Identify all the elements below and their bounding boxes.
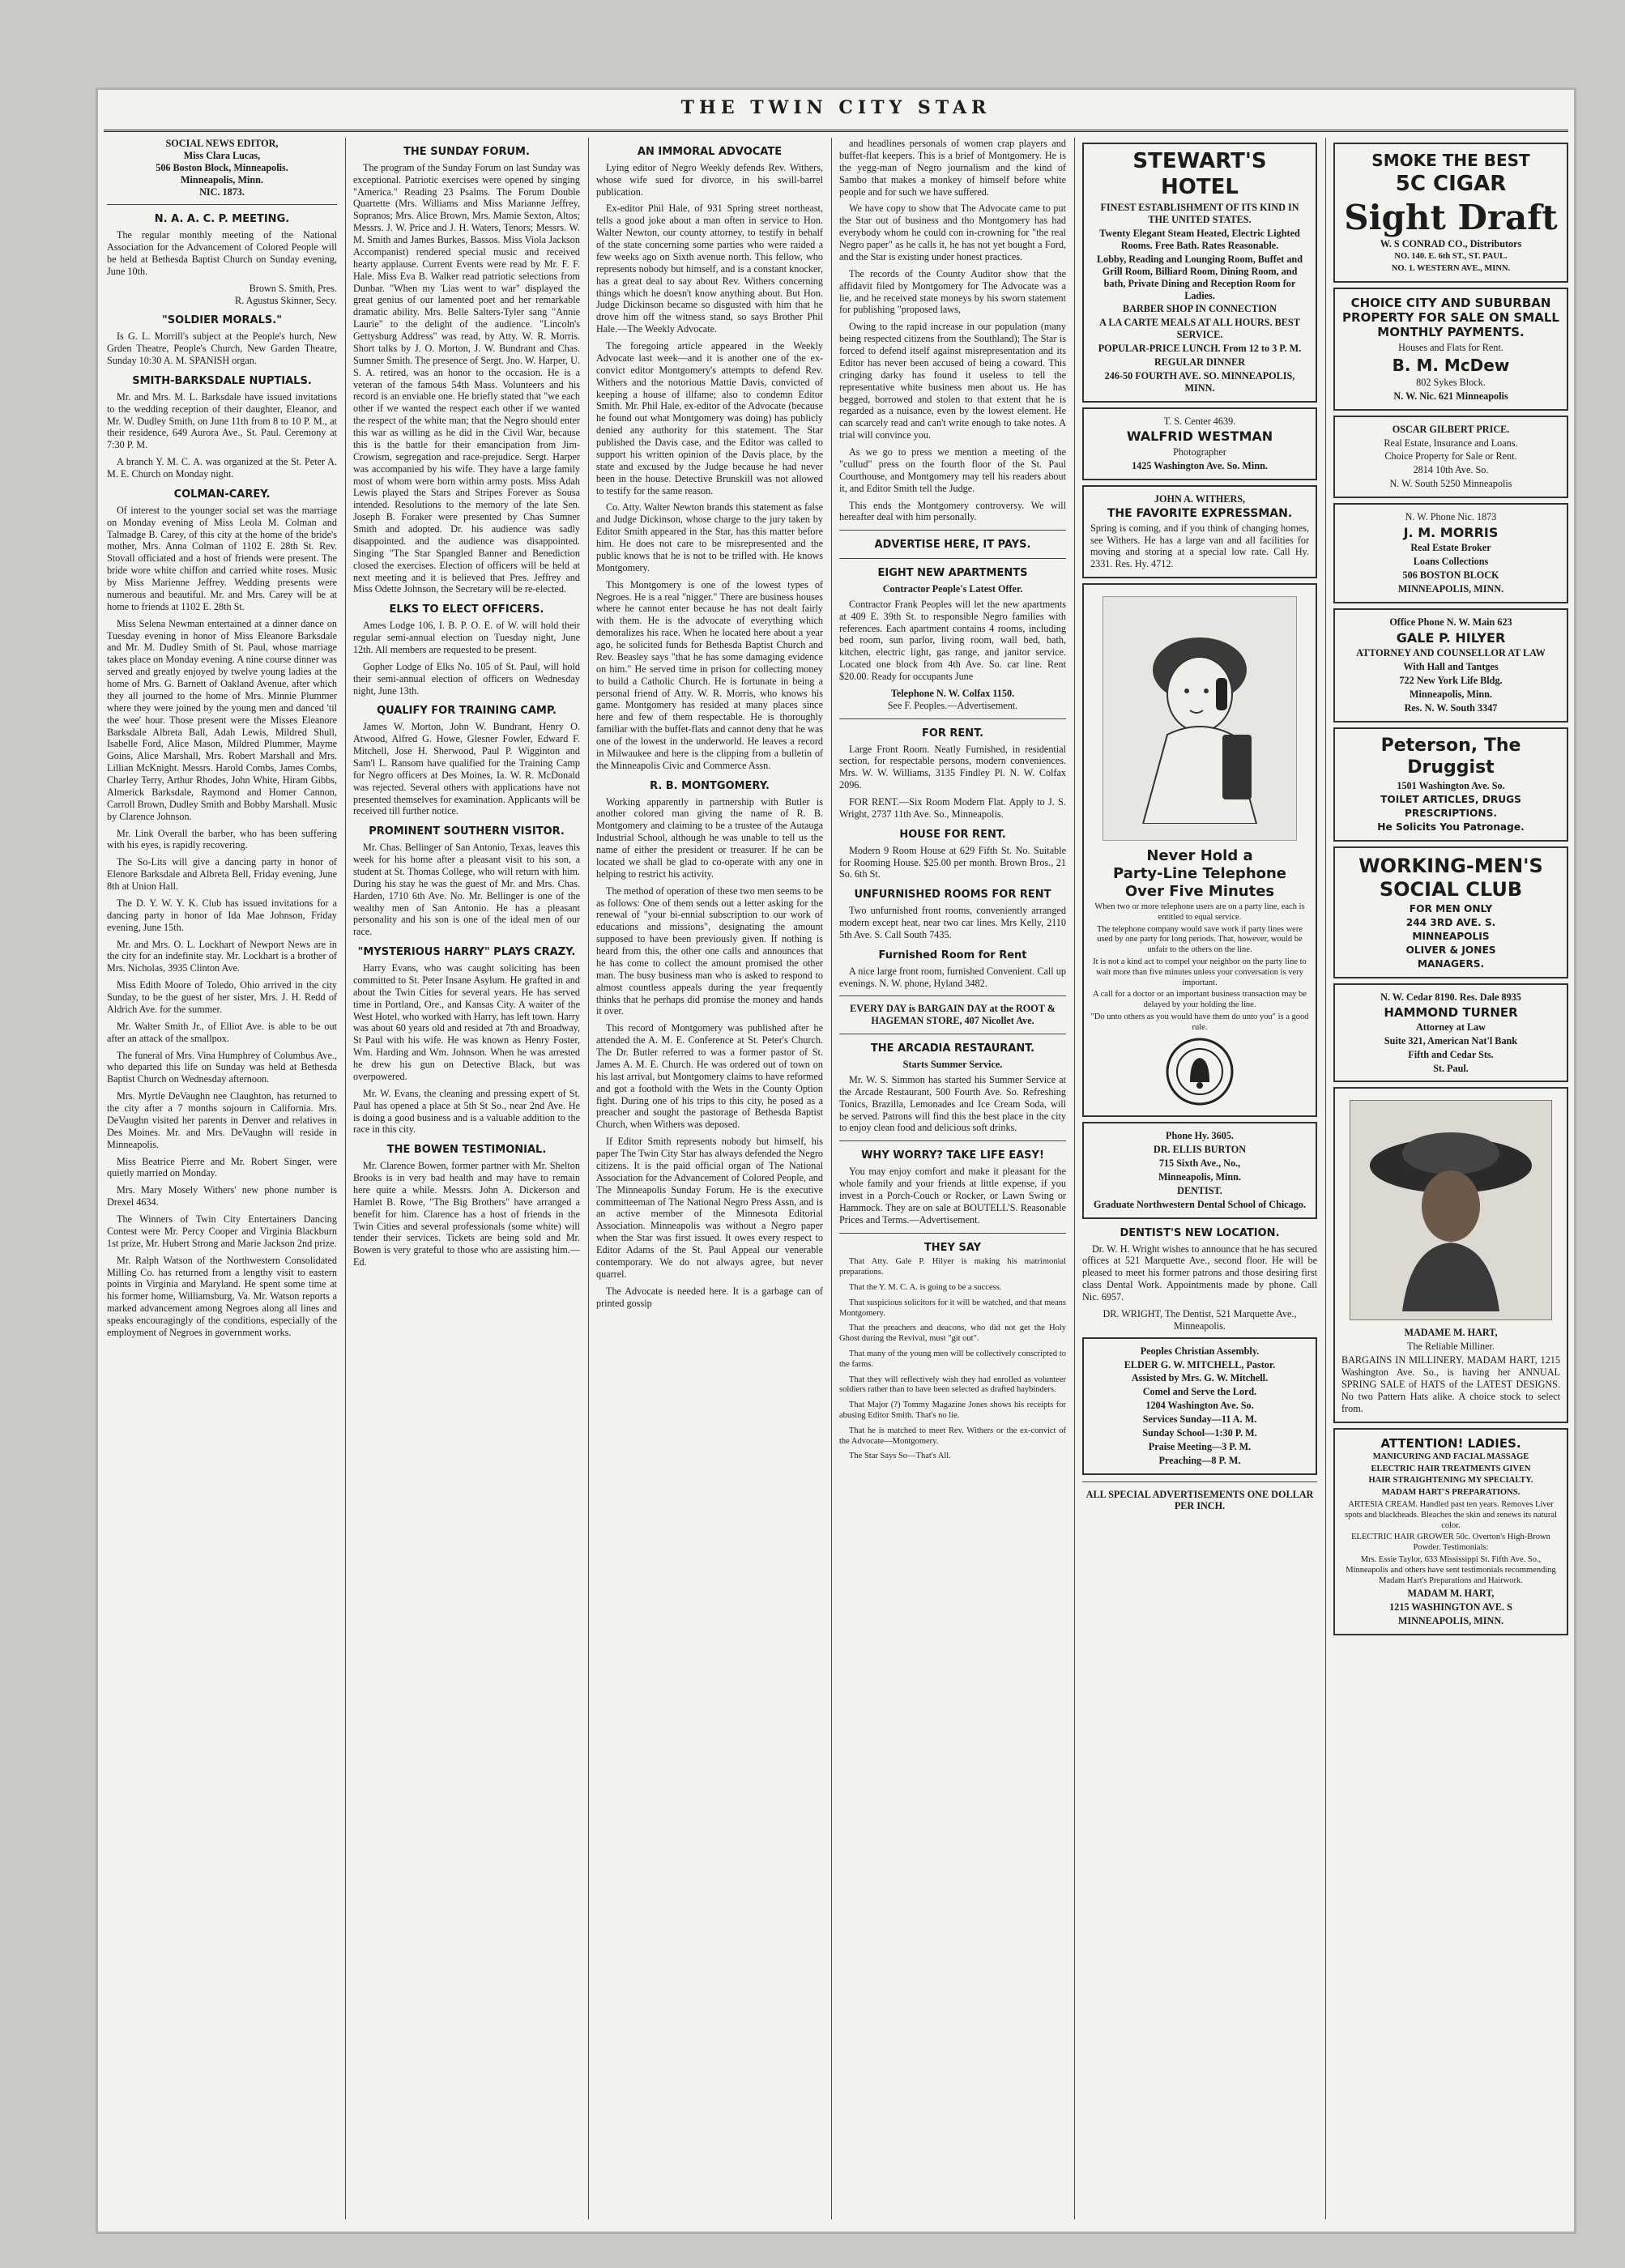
column-divider bbox=[1325, 138, 1326, 2219]
visitor-article: Mr. Chas. Bellinger of San Antonio, Texas, leaves this week for his home after a pleasant visit to his son, a student at St. Thomas College, who will return with him. During his stay he was the guest of Mr. and Mrs. Chas. Harden, 1710 6th Ave. No. Mr. Bellinger is one of the wealthy men of San Antonio. He has a pleasant personality and his son is one of the ideal men of our race. bbox=[353, 842, 580, 938]
turner-line: St. Paul. bbox=[1433, 1062, 1469, 1074]
unfurnished-headline: UNFURNISHED ROOMS FOR RENT bbox=[854, 889, 1051, 902]
hilyer-line: Res. N. W. South 3347 bbox=[1404, 701, 1498, 714]
apartments-phone: Telephone N. W. Colfax 1150. bbox=[890, 687, 1015, 699]
hotel-line: BARBER SHOP IN CONNECTION bbox=[1123, 303, 1277, 315]
attention-sig-line: 1215 WASHINGTON AVE. S bbox=[1389, 1601, 1512, 1614]
hotel-name: STEWART'S HOTEL bbox=[1132, 149, 1267, 199]
personal-item: Mr. Link Overall the barber, who has been suffering with his eyes, is rapidly recovering. bbox=[107, 827, 337, 851]
price-line: 2814 10th Ave. So. bbox=[1413, 464, 1489, 476]
dentist-signature: DR. WRIGHT, The Dentist, 521 Marquette Ave., Minneapolis. bbox=[1103, 1307, 1297, 1332]
phone-body bbox=[1090, 902, 1309, 1034]
club-line: FOR MEN ONLY bbox=[1409, 903, 1493, 915]
arcadia-headline: THE ARCADIA RESTAURANT. bbox=[870, 1042, 1035, 1055]
hilyer-ad bbox=[1333, 608, 1568, 723]
advocate-paragraph: Co. Atty. Walter Newton brands this statement as false and Judge Dickinson, whose charge to the jury taken by Editor Smith appeared in the Star, has this matter before him. He does not care to be misrepresented and the public knows that he is not to be trifled with. He knows Montgomery. bbox=[596, 501, 823, 573]
burton-line: Graduate Northwestern Dental School of Chicago. bbox=[1093, 1198, 1306, 1210]
apartments-subhead: Contractor People's Latest Offer. bbox=[882, 582, 1023, 595]
camp-article: James W. Morton, John W. Bundrant, Henry O. Atwood, Alfred G. Howe, Glesner Fowler, Edward F. Mitchell, Jose H. Sherwood, Paul P. Wigginton and Sam'l L. Ransom have qualified for the Training Camp for Negro officers at Des Moines, Ia. W. R. McDonald was rejected. Several others with applications have not presented themselves for examination. Applicants will be received till further notice. bbox=[353, 721, 580, 817]
turner-lines bbox=[1341, 1021, 1560, 1075]
advocate-paragraph: This Montgomery is one of the lowest types of Negroes. He is a real "nigger." There are business houses where he cannot enter because he has not dealt fairly with them. He is the advocate of everything which demoralizes his race. When he located here about a year ago, he solicited funds for Bethesda Baptist Church and Rev. Beasley says "that he has some damaging evidence on him." He served time in prison for collecting money to build a Catholic Church. He is fortunate in being a personal friend of Atty. W. R. Morris, who knows his game. Montgomery has resided at many places since here and few of them respectable. He is thoroughly familiar with the buffet-flats and cannot deny that he was one of the lowest in the underworld. He leaves a record in Milwaukee and here is the clipping from a bulletin of the Minneapolis Civic and Commerce Assn. bbox=[596, 578, 823, 771]
personal-item: Mr. Ralph Watson of the Northwestern Consolidated Milling Co. has returned from a lengthy visit to eastern points in Virginia and Maryland. He spent some time at his former home, Williamsburg, Va. Mr. Watson reports a marked advancement among Negroes along all lines and speaks encouragingly of the conditions, especially of the employment of Negroes in government works. bbox=[107, 1254, 337, 1338]
ymca-article: A branch Y. M. C. A. was organized at the St. Peter A. M. E. Church on Monday night. bbox=[107, 456, 337, 480]
mcdew-ad bbox=[1333, 288, 1568, 411]
peterson-lines bbox=[1341, 794, 1560, 833]
harry-paragraph: Mr. W. Evans, the cleaning and pressing expert of St. Paul has opened a place at 5th St So., near 2nd Ave. He is doing a good business and is a valuable addition to the race in this city. bbox=[353, 1087, 580, 1136]
advocate-continued-paragraph: We have copy to show that The Advocate came to put the Star out of business and tho Montgomery has had everybody whom he could con in-crowning for "the real Negro paper" as he calls it, he has not yet bought a Ford, and the Star is existing under honest practices. bbox=[839, 202, 1066, 262]
attention-service: ELECTRIC HAIR TREATMENTS GIVEN bbox=[1371, 1464, 1531, 1473]
personal-item: Miss Beatrice Pierre and Mr. Robert Singer, were quietly married on Monday. bbox=[107, 1155, 337, 1179]
price-ad bbox=[1333, 416, 1568, 498]
westman-phone: T. S. Center 4639. bbox=[1163, 415, 1236, 427]
woman-telephone-illustration bbox=[1103, 596, 1297, 841]
attention-paragraph: Mrs. Essie Taylor, 633 Mississippi St. Fifth Ave. So., Minneapolis and others have sent testimonials recommending Madam Hart's Preparations and Hairwork. bbox=[1346, 1555, 1556, 1585]
harry-paragraph: Harry Evans, who was caught soliciting has been committed to St. Peter Insane Asylum. He grafted in and about the Twin Cities for several years. He has served time in Portland, Ore., and Kansas City. A waiter of the West Hotel, who worked with Harry, has left town. Harry was about 60 years old and resided at 7th and Broadway, St Paul with his wife. He was known as Henry Foster, Wm. Harding and Wm. Johnson. When he was arrested he drew his gun on Detective Black, but was overpowered. bbox=[353, 962, 580, 1082]
hotel-line: 246-50 FOURTH AVE. SO. MINNEAPOLIS, MINN. bbox=[1104, 369, 1295, 394]
hotel-line: A LA CARTE MEALS AT ALL HOURS. BEST SERVICE. bbox=[1099, 317, 1300, 341]
column-social-news bbox=[107, 138, 337, 2219]
soldier-morals-headline: "SOLDIER MORALS." bbox=[162, 314, 282, 327]
naacp-headline: N. A. A. C. P. MEETING. bbox=[154, 213, 290, 226]
rent-flat-body: FOR RENT.—Six Room Modern Flat. Apply to J. S. Wright, 2737 11th Ave. So., Minneapolis. bbox=[839, 796, 1066, 820]
price-line: N. W. South 5250 Minneapolis bbox=[1389, 478, 1512, 490]
phone-headline: Party-Line Telephone bbox=[1112, 865, 1287, 883]
advocate-paragraph: Lying editor of Negro Weekly defends Rev. Withers, whose wife sued for divorce, in his swill-barrel publication. bbox=[596, 161, 823, 198]
church-line: Praise Meeting—3 P. M. bbox=[1148, 1440, 1252, 1452]
morris-line: MINNEAPOLIS, MINN. bbox=[1397, 583, 1504, 595]
cigar-address: NO. 140. E. 6th ST., ST. PAUL. bbox=[1394, 252, 1508, 262]
telephone-ad bbox=[1082, 583, 1317, 1117]
cigar-ad bbox=[1333, 143, 1568, 283]
phone-paragraph: "Do unto others as you would have them do unto you" is a good rule. bbox=[1090, 1012, 1309, 1032]
phone-paragraph: A call for a doctor or an important business transaction may be delayed by your holding the line. bbox=[1093, 990, 1307, 1010]
cigar-addresses bbox=[1341, 252, 1560, 275]
advocate-continued-paragraph: As we go to press we mention a meeting of the "cullud" press on the fourth floor of the St. Paul Courthouse, and Montgomery may tell his readers about it, and Editor Smith tell the Judge. bbox=[839, 446, 1066, 494]
price-name: OSCAR GILBERT PRICE. bbox=[1392, 423, 1510, 435]
elks-paragraph: Gopher Lodge of Elks No. 105 of St. Paul, will hold their semi-annual election of officers on Wednesday night, June 13th. bbox=[353, 660, 580, 697]
hotel-line: REGULAR DINNER bbox=[1154, 356, 1246, 368]
turner-line: Fifth and Cedar Sts. bbox=[1408, 1048, 1494, 1060]
attention-signature bbox=[1341, 1588, 1560, 1627]
burton-dentist-ad bbox=[1082, 1122, 1317, 1218]
phone-headline: Over Five Minutes bbox=[1124, 883, 1275, 901]
column-divider bbox=[345, 138, 346, 2219]
personal-item: Miss Edith Moore of Toledo, Ohio arrived in the city Sunday, to be the guest of her sister, Mrs. J. H. Redd of Aldrich Ave. for the summer. bbox=[107, 979, 337, 1015]
peterson-address: 1501 Washington Ave. So. bbox=[1397, 780, 1505, 792]
cigar-price: 5C CIGAR bbox=[1395, 172, 1507, 197]
editor-line: Miss Clara Lucas, bbox=[183, 149, 261, 161]
burton-line: Phone Hy. 3605. bbox=[1166, 1130, 1234, 1142]
elks-article bbox=[353, 620, 580, 697]
burton-line: Minneapolis, Minn. bbox=[1158, 1171, 1241, 1183]
column-ads-center bbox=[1082, 138, 1317, 2219]
withers-ad bbox=[1082, 485, 1317, 578]
attention-headline: ATTENTION! LADIES. bbox=[1380, 1435, 1521, 1451]
nuptials-article: Mr. and Mrs. M. L. Barksdale have issued invitations to the wedding reception of their daughter, Eleanor, and Mr. W. Dudley Smith, on June 11th from 8 to 10 P. M., at their residence, 649 Aurora Ave., St. Paul. Ceremony at 7:30 P. M. bbox=[107, 390, 337, 451]
montgomery-paragraph: The method of operation of these two men seems to be as follows: One of them sends out a letter asking for the renewal of "your bi-ennial subscription to our work of educations and missions", designating the amount supposed to have been previously given. If nothing is heard from this, the other one calls and announces that he has come to collect the amount promised the other man. The busy business man who is asked to respond to almost countless appeals during the year frequently thinks that he perhaps did promise the money and hands it over. bbox=[596, 885, 823, 1017]
morris-lines bbox=[1341, 542, 1560, 595]
hotel-line: Lobby, Reading and Lounging Room, Buffet and Grill Room, Billiard Room, Dining Room, and bath, Private Dining and Reception Room for Ladies. bbox=[1097, 253, 1303, 301]
social-club-ad bbox=[1333, 846, 1568, 978]
advertise-banner: ADVERTISE HERE, IT PAYS. bbox=[874, 539, 1031, 552]
church-line: Preaching—8 P. M. bbox=[1158, 1454, 1241, 1466]
montgomery-paragraph: If Editor Smith represents nobody but himself, his paper The Twin City Star has always defended the Negro citizens. It is the paid official organ of The National Association for the Advancement of Colored People, and The Minneapolis Sunday Forum. He is the executive committeeman of The National Negro Press Assn, and is an active member of the Minnesota Editorial Association. Minneapolis was without a Negro paper when the Star was first issued. It owes every respect to Editor Adams of the St. Paul Appeal our venerable contemporary. We do not always agree, but never quarrel. bbox=[596, 1136, 823, 1280]
they-say-item: The Star Says So—That's All. bbox=[849, 1452, 951, 1461]
they-say-item: That they will reflectively wish they had enrolled as volunteer soldiers rather than to have been selected as drafted haybinders. bbox=[839, 1375, 1066, 1395]
hilyer-line: 722 New York Life Bldg. bbox=[1399, 675, 1503, 687]
hart-caption-sub: The Reliable Milliner. bbox=[1407, 1341, 1495, 1353]
naacp-signature: R. Agustus Skinner, Secy. bbox=[234, 294, 337, 306]
church-line: ELDER G. W. MITCHELL, Pastor. bbox=[1124, 1358, 1276, 1371]
turner-name: HAMMOND TURNER bbox=[1384, 1004, 1518, 1020]
personal-item: The D. Y. W. Y. K. Club has issued invitations for a dancing party in honor of Ida Mae Johnson, Friday evening, June 15th. bbox=[107, 897, 337, 933]
soldier-morals-article: Is G. L. Morrill's subject at the People's hurch, New Grden Theatre, People's Church, New Garden Theatre, Sunday 10:30 A. M. SPANISH organ. bbox=[107, 330, 337, 367]
phone-paragraph: When two or more telephone users are on a party line, each is entitled to equal service. bbox=[1094, 902, 1305, 922]
hilyer-line: Minneapolis, Minn. bbox=[1410, 688, 1492, 700]
peterson-line: TOILET ARTICLES, DRUGS bbox=[1380, 794, 1521, 806]
mcdew-name: B. M. McDew bbox=[1392, 355, 1510, 375]
furnished-body: A nice large front room, furnished Convenient. Call up evenings. N. W. phone, Hyland 3482. bbox=[839, 965, 1066, 989]
house-rent-body: Modern 9 Room House at 629 Fifth St. No. Suitable for Rooming House. $25.00 per month. Brown Bros., 21 So. 6th St. bbox=[839, 844, 1066, 880]
phone-paragraph: The telephone company would save work if party lines were used by one party for long periods. That, however, would be unfair to the others on the line. bbox=[1097, 924, 1303, 955]
westman-ad bbox=[1082, 407, 1317, 480]
bowen-headline: THE BOWEN TESTIMONIAL. bbox=[386, 1144, 547, 1157]
turner-line: Attorney at Law bbox=[1416, 1021, 1486, 1033]
elks-paragraph: Ames Lodge 106, I. B. P. O. E. of W. will hold their regular semi-annual election on Tuesday night, June 12th. All members are requested to be present. bbox=[353, 620, 580, 655]
hart-millinery-ad bbox=[1333, 1087, 1568, 1422]
woman-hat-portrait-icon bbox=[1362, 1109, 1540, 1311]
editor-line: Minneapolis, Minn. bbox=[181, 173, 263, 185]
club-line: OLIVER & JONES bbox=[1405, 944, 1496, 957]
mcdew-address: 802 Sykes Block. bbox=[1416, 376, 1486, 388]
church-line: Comel and Serve the Lord. bbox=[1142, 1386, 1257, 1398]
mcdew-subhead: Houses and Flats for Rent. bbox=[1398, 341, 1503, 353]
personal-item: The So-Lits will give a dancing party in honor of Elenore Barksdale and Albreta Bell, Friday evening, June 8th at Union Hall. bbox=[107, 856, 337, 893]
personal-item: The funeral of Mrs. Vina Humphrey of Columbus Ave., who departed this life on Sunday was held at Bethesda Baptist Church on Wednesday afternoon. bbox=[107, 1049, 337, 1085]
column-ads-right bbox=[1333, 138, 1568, 2219]
montgomery-paragraph: This record of Montgomery was published after he attended the A. M. E. Conference at St. Peter's Church. The Dr. Butler referred to was a former pastor of St. James A. M. E. Church. He was ordered out of town on his last arrival, but Montgomery claims to have reformed and got a foothold with the Wets in the County Option fight. During one of his trips to this city, he posed as a preacher and sought the pastorage of Bethesda Baptist Church, when Withers was deposed. bbox=[596, 1022, 823, 1131]
they-say-item: That many of the young men will be collectively conscripted to the farms. bbox=[839, 1349, 1066, 1369]
personal-item: The Winners of Twin City Entertainers Dancing Contest were Mr. Percy Cooper and Virginia Blackburn 1st prize, Mr. Hubert Strong and Marie Jackson 2nd prize. bbox=[107, 1213, 337, 1249]
attention-services bbox=[1341, 1452, 1560, 1498]
apartments-contact: See F. Peoples.—Advertisement. bbox=[887, 699, 1018, 711]
turner-line: Suite 321, American Nat'l Bank bbox=[1384, 1034, 1518, 1047]
attention-ladies-ad bbox=[1333, 1428, 1568, 1635]
advocate-paragraph: Ex-editor Phil Hale, of 931 Spring street northeast, tells a good joke about a man often in service to Hon. Walter Newton, our county attorney, to testify in behalf of the state concerning some parties who were raided a few weeks ago on Sixth avenue north. This fellow, who represents nobody but himself, and is a constant knocker, has a great deal to say about Rev. Withers concerning things which he doesn't know anything about. But Hon. Judge Dickinson became so disgusted with him that he drove him off the witness stand, so says Brother Phil Hale.—The Weekly Advocate. bbox=[596, 202, 823, 335]
church-ad bbox=[1082, 1337, 1317, 1475]
attention-sig-line: MINNEAPOLIS, MINN. bbox=[1397, 1615, 1504, 1627]
attention-paragraph: ELECTRIC HAIR GROWER 50c. Overton's High-Brown Powder. Testimonials: bbox=[1351, 1533, 1550, 1553]
peterson-name: Peterson, The Druggist bbox=[1380, 735, 1521, 778]
montgomery-paragraph: Working apparently in partnership with Butler is another colored man giving the name of R. B. Montgomery and claiming to be a trustee of the Autauga Industrial School, although he was unable to tell us the name of either the president or treasurer. If he can be located we shall be glad to co-operate with any one in helping to restrict his activity. bbox=[596, 795, 823, 880]
arcadia-subhead: Starts Summer Service. bbox=[902, 1059, 1003, 1071]
masthead: THE TWIN CITY STAR bbox=[680, 97, 992, 118]
price-lines bbox=[1341, 437, 1560, 491]
harry-article bbox=[353, 962, 580, 1136]
withers-body: Spring is coming, and if you think of changing homes, see Withers. He has a large van and all facilities for moving and storing at a special low rate. Call Hy. 2331. Res. Hy. 4712. bbox=[1090, 522, 1309, 570]
colman-carey-headline: COLMAN-CAREY. bbox=[173, 488, 271, 501]
club-line: MANAGERS. bbox=[1417, 957, 1485, 970]
they-say-item: That the Y. M. C. A. is going to be a success. bbox=[849, 1282, 1002, 1292]
column-classifieds bbox=[839, 138, 1066, 2219]
personal-item: Mrs. Mary Mosely Withers' new phone number is Drexel 4634. bbox=[107, 1184, 337, 1209]
colman-carey-article: Of interest to the younger social set was the marriage on Monday evening of Miss Leola M. Colman and Talmadge B. Carey, of this city at the home of the bride's mother, Mrs. Anna Colman of 1102 E. 28th St. Rev. Stovall officiated and a host of friends were present. The bride wore white chiffon and carried white roses. Music by Miss Marienne Jeffrey. Wedding presents were numerous and beautiful. Mr. and Mrs. Carey will be at home to friends at 1102 E. 28th St. bbox=[107, 504, 337, 612]
burton-line: DENTIST. bbox=[1177, 1184, 1222, 1196]
mcdew-headline: CHOICE CITY AND SUBURBAN PROPERTY FOR SALE ON SMALL MONTHLY PAYMENTS. bbox=[1342, 295, 1559, 340]
church-line: Peoples Christian Assembly. bbox=[1140, 1345, 1260, 1357]
masthead-rule bbox=[104, 130, 1568, 132]
column-advocate bbox=[596, 138, 823, 2219]
special-ads-notice: ALL SPECIAL ADVERTISEMENTS ONE DOLLAR PER INCH. bbox=[1085, 1488, 1314, 1512]
westman-title: Photographer bbox=[1173, 446, 1226, 458]
attention-service: HAIR STRAIGHTENING MY SPECIALTY. bbox=[1368, 1476, 1533, 1486]
advocate-continued-paragraph: Owing to the rapid increase in our population (many being respected citizens from the Southland); The Star is forced to defend itself against misrepresentation and its Editor has never been accused of being a coward. This cringing darky has found it useless to tell the representative white business men about us. He has begged, borrowed and stolen to that extent that he is regarded as a nuisance, even by the lowest element. He can scarcely read and can't write enough to take notes. A trial will convince you. bbox=[839, 321, 1066, 441]
club-lines bbox=[1341, 903, 1560, 970]
mcdew-phone: N. W. Nic. 621 Minneapolis bbox=[1393, 390, 1508, 402]
stewarts-hotel-ad bbox=[1082, 143, 1317, 403]
rent-room-body: Large Front Room. Neatly Furnished, in residential section, for respectable persons, modern conveniences. Mrs. W. W. Williams, 3135 Findley Pl. N. W. Colfax 2096. bbox=[839, 743, 1066, 791]
hilyer-line: With Hall and Tantges bbox=[1403, 661, 1499, 673]
montgomery-article bbox=[596, 796, 823, 1310]
morris-line: Loans Collections bbox=[1413, 556, 1489, 568]
harry-headline: "MYSTERIOUS HARRY" PLAYS CRAZY. bbox=[357, 946, 576, 959]
morris-line: Real Estate Broker bbox=[1410, 542, 1491, 554]
worry-headline: WHY WORRY? TAKE LIFE EASY! bbox=[861, 1149, 1044, 1162]
withers-title: THE FAVORITE EXPRESSMAN. bbox=[1107, 506, 1293, 520]
house-rent-headline: HOUSE FOR RENT. bbox=[899, 828, 1006, 841]
morris-name: J. M. MORRIS bbox=[1403, 524, 1499, 540]
hilyer-name: GALE P. HILYER bbox=[1396, 629, 1506, 646]
church-line: Assisted by Mrs. G. W. Mitchell. bbox=[1131, 1372, 1269, 1384]
forum-article bbox=[353, 162, 580, 596]
they-say-item: That suspicious solicitors for it will be watched, and that means Montgomery. bbox=[839, 1298, 1066, 1318]
they-say-item: That the preachers and deacons, who did not get the Holy Ghost during the Revival, must "git out". bbox=[839, 1324, 1066, 1344]
forum-paragraph: The program of the Sunday Forum on last Sunday was exceptional. Patriotic exercises were opened by singing "America." Reading 23 Psalms. The Forum Double Quartette (Mrs. Williams and Miss Marianne Jeffrey, Sopranos; Mrs. Alice Brown, Mrs. Mamie Sexton, Altos; Messrs. J. W. Price and J. H. Waters, Tenors; Messrs. W. M. Smith and James Burkes, Bassos. Miss Viola Jackson Accompanist) rendered special music and received hearty applause. Current Events were read by Mr. F. F. Hale. Miss Eva B. Walker read patriotic selections from Dunbar. "When my 'Lias went to war" displayed the great genius of our lamented poet and her remarkable dramatic ability. Mrs. Belle Salters-Tyler sang "Annie Laurie" to the delight of the audience. "Lincoln's Gettysburg Address" was read, by Atty. W. R. Morris. Short talks by J. O. Morton, J. W. Bundrant and Chas. Sumner Smith. The presence of Sergt. Jno. W. Harper, U. S. A. retired, was an honor to the occasion. He is a veteran of the famous 54th Mass. Volunteers and his record is an enviable one. He briefly stated that "we each other if we wanted the respect each other if we wanted the respect of the white man; that the Negro should enter this war as willing as he did in the Civil War, because this is the battle for their emancipation from Jim-Crowism, segregation and race-prejudice. Sergt. Harper was accompanied by his wife. They have a large family most of whom were born within army posts. Miss Adah Lewis played the Stars and Stripes Forever as Sousa intended. Resolutions to the memory of the late Sen. Joseph B. Foraker were presented by Chas Sumner Smith and adopted. Dr. his audience was sadly disappointed. and the audience was disappointed. Singing "The Star Spangled Banner and Benediction closed the exercises. Election of officers will be held at next meeting and it is believed that Pres. Jeffrey and Miss Odette Johnson, the Secretary will be re-elected. bbox=[353, 161, 580, 595]
hotel-line: POPULAR-PRICE LUNCH. From 12 to 3 P. M. bbox=[1098, 343, 1302, 355]
church-lines bbox=[1090, 1345, 1309, 1467]
furnished-headline: Furnished Room for Rent bbox=[878, 949, 1027, 961]
elks-headline: ELKS TO ELECT OFFICERS. bbox=[389, 603, 544, 616]
column-divider bbox=[1074, 138, 1075, 2219]
column-forum bbox=[353, 138, 580, 2219]
advocate-continued-paragraph: The records of the County Auditor show that the affidavit filed by Montgomery for The Advocate was a lie, and he received state moneys by his sworn statement for publishing "proposed laws, bbox=[839, 267, 1066, 316]
camp-headline: QUALIFY FOR TRAINING CAMP. bbox=[377, 705, 557, 718]
editor-line: 506 Boston Block, Minneapolis. bbox=[156, 161, 288, 173]
montgomery-paragraph: The Advocate is needed here. It is a garbage can of printed gossip bbox=[596, 1285, 823, 1309]
advocate-continued bbox=[839, 138, 1066, 523]
westman-name: WALFRID WESTMAN bbox=[1126, 428, 1273, 445]
madame-hart-portrait bbox=[1350, 1100, 1552, 1320]
apartments-body: Contractor Frank Peoples will let the new apartments at 409 E. 39th St. to responsible Negro families with references. Each apartment contains 4 rooms, including bed room, sun parlor, living room, wall bed, bath, kitchen, electric light, gas range, and janitor service. Located one block from 4th Ave. So. car line. Rent $20.00. Ready for occupants June bbox=[839, 598, 1066, 683]
turner-phone: N. W. Cedar 8190. Res. Dale 8935 bbox=[1380, 991, 1521, 1003]
newspaper-page bbox=[96, 87, 1576, 2234]
they-say-item: That Major (?) Tommy Magazine Jones shows his receipts for abusing Editor Smith. That's no lie. bbox=[839, 1400, 1066, 1420]
westman-address: 1425 Washington Ave. So. Minn. bbox=[1132, 459, 1268, 471]
cigar-headline: SMOKE THE BEST bbox=[1371, 151, 1530, 170]
bell-system-seal-icon bbox=[1163, 1035, 1236, 1108]
attention-sig-line: MADAM M. HART, bbox=[1407, 1588, 1495, 1600]
hart-body: BARGAINS IN MILLINERY. MADAM HART, 1215 Washington Ave. So., is having her ANNUAL SPRING SALE of HATS of the LATEST DESIGNS. No two Pattern Hats alike. A choice stock to select from. bbox=[1341, 1354, 1560, 1414]
peterson-ad bbox=[1333, 727, 1568, 842]
withers-name: JOHN A. WITHERS, bbox=[1154, 492, 1246, 505]
newman-dinner-article: Miss Selena Newman entertained at a dinner dance on Tuesday evening in honor of Miss Eleanore Barksdale and Mr. M. Dudley Smith of St. Paul, whose marriage takes place on Monday evening. A nine course dinner was served and greatly enjoyed by twelve young ladies at the home of Mrs. G. Barnett of Oakland Avenue, after which they all journed to the home of Mrs. Minnie Plummer where they were joined by the young men and danced 'til the wee' hour. Those present were the Misses Eleanore Barksdale Albreta Ball, Adah Lewis, Mildred Shull, Isabelle Ford, Alice Mason, Mildred Plummer, Mayme Goins, Alice Marshall, Mrs. Robert Marshall and Mrs. Lillian McKnight. Messrs. Harold Combs, James Combs, Charley Terry, Arthur Rhodes, John White, Hiram Gibbs, Almerick Barksdale, Raymond and Homer Cannon, Carroll Brown, Dudley Smith and Bobby Marshall. Music by Clarence Johnson. bbox=[107, 617, 337, 822]
social-editor-box bbox=[107, 138, 337, 198]
forum-headline: THE SUNDAY FORUM. bbox=[403, 146, 530, 158]
church-line: Sunday School—1:30 P. M. bbox=[1142, 1426, 1257, 1439]
hilyer-line: ATTORNEY AND COUNSELLOR AT LAW bbox=[1356, 647, 1546, 659]
naacp-article: The regular monthly meeting of the National Association for the Advancement of Colored People will be held at Bethesda Baptist Church on Sunday evening, June 10th. bbox=[107, 229, 337, 277]
phone-paragraph: It is not a kind act to compel your neighbor on the party line to wait more than five minutes unless your conversation is very important. bbox=[1093, 957, 1307, 987]
price-line: Real Estate, Insurance and Loans. bbox=[1384, 437, 1518, 449]
club-line: MINNEAPOLIS bbox=[1412, 931, 1490, 943]
bowen-article: Mr. Clarence Bowen, former partner with Mr. Shelton Brooks is in very bad health and may have to remain here quite a while. Messrs. John A. Dickerson and Hamlet B. Rowe, "The Big Brothers" have arranged a benefit for him. Clarence has a host of friends in the Twin Cities and several professionals (some white) will tender their services. Tickets are being sold and Mr. Bowen is very grateful to those who are assisting him.—Ed. bbox=[353, 1160, 580, 1268]
hotel-details bbox=[1090, 202, 1309, 394]
they-say-headline: THEY SAY bbox=[923, 1241, 982, 1254]
dentist-location-body: Dr. W. H. Wright wishes to announce that he has secured offices at 521 Marquette Ave., second floor. He will be pleased to meet his former patrons and those desiring first class Dental Work. Appointments made by phone. Call Nic. 6957. bbox=[1082, 1243, 1317, 1303]
visitor-headline: PROMINENT SOUTHERN VISITOR. bbox=[369, 825, 565, 838]
nuptials-headline: SMITH-BARKSDALE NUPTIALS. bbox=[132, 374, 312, 387]
advocate-continued-paragraph: This ends the Montgomery controversy. We will hereafter deal with him personally. bbox=[839, 499, 1066, 523]
cigar-distributor: W. S CONRAD CO., Distributors bbox=[1380, 238, 1522, 250]
they-say-item: That he is matched to meet Rev. Withers or the ex-convict of the Advocate—Montgomery. bbox=[839, 1426, 1066, 1446]
hotel-line: FINEST ESTABLISHMENT OF ITS KIND IN THE UNITED STATES. bbox=[1100, 202, 1299, 226]
morris-line: 506 BOSTON BLOCK bbox=[1402, 569, 1499, 582]
attention-service: MADAM HART'S PREPARATIONS. bbox=[1381, 1488, 1521, 1498]
morris-ad bbox=[1333, 503, 1568, 603]
burton-line: 715 Sixth Ave., No., bbox=[1158, 1157, 1241, 1170]
personals-list bbox=[107, 828, 337, 1339]
column-divider bbox=[588, 138, 589, 2219]
personal-item: Mrs. Myrtle DeVaughn nee Claughton, has returned to the city after a 7 months sojourn in California. Mrs. DeVaughn visited her parents in Denver and relatives in Des Moines. Mr. and Mrs. DeVaughn will reside in Minneapolis. bbox=[107, 1090, 337, 1150]
editor-line: NIC. 1873. bbox=[199, 185, 245, 198]
advocate-headline: AN IMMORAL ADVOCATE bbox=[637, 146, 783, 158]
personal-item: Mr. and Mrs. O. L. Lockhart of Newport News are in the city for an indefinite stay. Mr. Lockhart is a brother of Mrs. Nicholas, 3935 Clinton Ave. bbox=[107, 938, 337, 974]
morris-phone: N. W. Phone Nic. 1873 bbox=[1405, 511, 1497, 523]
unfurnished-body: Two unfurnished front rooms, conveniently arranged modern except heat, near two car lines. Mrs Kelly, 2110 5th Ave. S. Call South 7435. bbox=[839, 905, 1066, 940]
rent-room-headline: FOR RENT. bbox=[921, 727, 984, 740]
hart-caption: MADAME M. HART, bbox=[1404, 1327, 1498, 1339]
they-say-list bbox=[839, 1257, 1066, 1462]
burton-lines bbox=[1090, 1130, 1309, 1210]
advocate-continued-paragraph: and headlines personals of women crap players and buffet-flat keepers. This is a brief of Montgomery. He is the yegg-man of Negro journalism and the kind of Sambo that makes a monkey of himself before white people and for such we have suffered. bbox=[839, 138, 1066, 198]
peterson-line: PRESCRIPTIONS. bbox=[1404, 808, 1498, 820]
worry-body: You may enjoy comfort and make it pleasant for the whole family and your friends at little expense, if you invest in a Porch-Couch or Rocker, or Lawn Swing or Hammock. They are on sale at BOUTELL'S. Reasonable Prices and Terms.—Advertisement. bbox=[839, 1166, 1066, 1226]
advocate-paragraph: The foregoing article appeared in the Weekly Advocate last week—and it is another one of the ex-convict editor Montgomery's attempts to defend Rev. Withers and the notorious Mattie Davis, convicted of keeping a house of illfame; also to condemn Editor Smith. Mr. Phil Hale, ex-editor of the Advocate (because he found out what Montgomery was doing) has publicly denied any authority for this statement. The Star published the Davis case, and the Editor was called to support his written opinion of the Davis place, by the state and excused by the Judge because he had never been in the house. Detective Brunskill was not allowed to testify for the same reason. bbox=[596, 340, 823, 497]
phone-headline: Never Hold a bbox=[1146, 847, 1253, 865]
bargain-day-ad: EVERY DAY is BARGAIN DAY at the ROOT & HAGEMAN STORE, 407 Nicollet Ave. bbox=[850, 1003, 1056, 1027]
editor-line: SOCIAL NEWS EDITOR, bbox=[165, 138, 279, 149]
peterson-line: He Solicits You Patronage. bbox=[1377, 821, 1525, 833]
attention-paragraph: ARTESIA CREAM. Handled past ten years. Removes Liver spots and blackheads. Bleaches the skin and renews its natural color. bbox=[1345, 1500, 1557, 1530]
attention-body bbox=[1341, 1500, 1560, 1586]
hilyer-phone: Office Phone N. W. Main 623 bbox=[1389, 616, 1512, 628]
club-name: WORKING-MEN'S SOCIAL CLUB bbox=[1358, 854, 1543, 902]
they-say-item: That Atty. Gale P. Hilyer is making his matrimonial preparations. bbox=[839, 1257, 1066, 1277]
apartments-headline: EIGHT NEW APARTMENTS bbox=[877, 567, 1028, 580]
cigar-address: NO. 1. WESTERN AVE., MINN. bbox=[1391, 263, 1511, 273]
hilyer-lines bbox=[1341, 647, 1560, 714]
attention-service: MANICURING AND FACIAL MASSAGE bbox=[1372, 1452, 1529, 1461]
montgomery-headline: R. B. MONTGOMERY. bbox=[650, 779, 770, 792]
hotel-line: Twenty Elegant Steam Heated, Electric Lighted Rooms. Free Bath. Rates Reasonable. bbox=[1099, 228, 1300, 252]
burton-line: DR. ELLIS BURTON bbox=[1153, 1144, 1247, 1156]
price-line: Choice Property for Sale or Rent. bbox=[1384, 450, 1517, 463]
personal-item: Mr. Walter Smith Jr., of Elliot Ave. is able to be out after an attack of the smallpox. bbox=[107, 1020, 337, 1044]
dentist-location-headline: DENTIST'S NEW LOCATION. bbox=[1120, 1226, 1280, 1239]
club-line: 244 3RD AVE. S. bbox=[1405, 917, 1496, 929]
turner-ad bbox=[1333, 983, 1568, 1083]
column-divider bbox=[831, 138, 832, 2219]
advocate-article bbox=[596, 162, 823, 772]
church-line: Services Sunday—11 A. M. bbox=[1142, 1413, 1257, 1426]
woman-telephone-icon bbox=[1119, 613, 1281, 824]
cigar-brand: Sight Draft bbox=[1344, 198, 1558, 238]
church-line: 1204 Washington Ave. So. bbox=[1145, 1400, 1254, 1412]
naacp-signature: Brown S. Smith, Pres. bbox=[249, 282, 337, 294]
arcadia-body: Mr. W. S. Simmon has started his Summer Service at the Arcade Restaurant, 500 Fourth Ave. So. Refreshing Tonics, Brazilla, Lemonades and Ice Cream Soda, will be served. Patrons will find this the best place in the city to enjoy clean food and delicious soft drinks. bbox=[839, 1073, 1066, 1134]
